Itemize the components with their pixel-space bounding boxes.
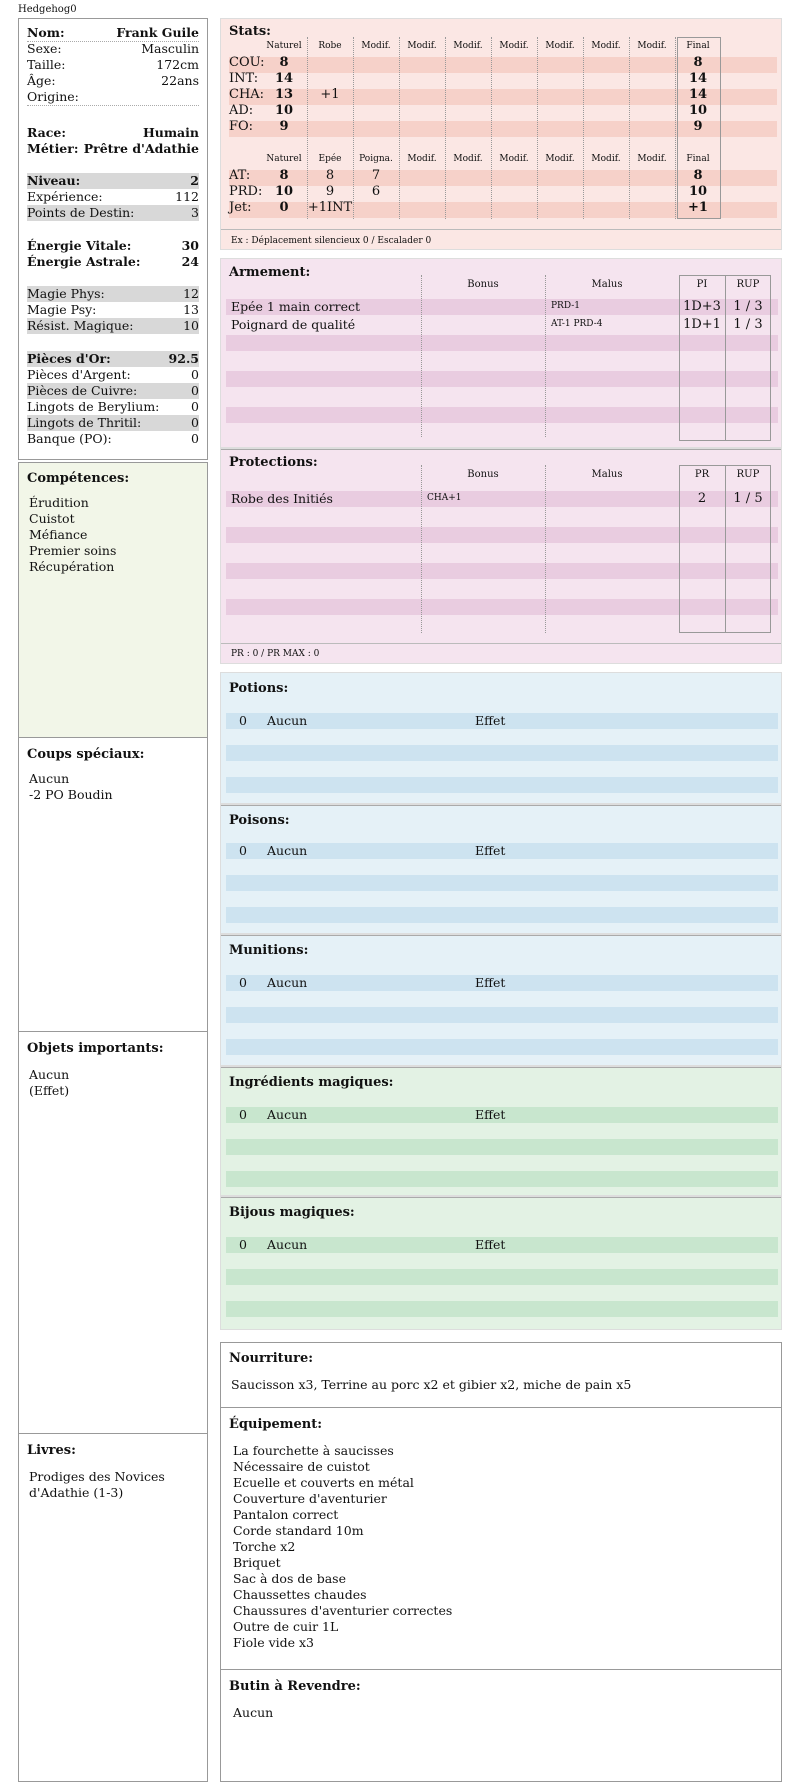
stat-naturel: 10 bbox=[274, 184, 294, 199]
protections-panel: Protections: Bonus Malus PR RUP Robe des Initiés CHA+1 2 1 / 5 PR : 0 / PR MAX : 0 bbox=[220, 448, 782, 664]
ea-row: Énergie Astrale: 24 bbox=[27, 254, 199, 269]
stats-column-header: Modif. bbox=[361, 41, 391, 51]
stats-column-header: Modif. bbox=[591, 41, 621, 51]
stats-column-header: Modif. bbox=[545, 41, 575, 51]
magie-phys-row: Magie Phys: 12 bbox=[27, 286, 199, 301]
livres-list: Prodiges des Novices d'Adathie (1-3) bbox=[29, 1469, 165, 1500]
metier-row: Métier: Prêtre d'Adathie bbox=[27, 141, 199, 156]
stat-final: 10 bbox=[688, 184, 708, 199]
name-row: Nom: Frank Guile bbox=[27, 25, 199, 40]
page-title: Hedgehog0 bbox=[18, 4, 77, 15]
item-rup: 1 / 3 bbox=[733, 317, 763, 332]
stat-label: Jet: bbox=[229, 200, 252, 215]
poisons-title: Poisons: bbox=[229, 813, 290, 828]
cuivre-row: Pièces de Cuivre: 0 bbox=[27, 383, 199, 398]
stats-column-divider bbox=[629, 37, 630, 219]
resist-row: Résist. Magique: 10 bbox=[27, 318, 199, 333]
skills-panel bbox=[18, 462, 208, 1782]
item-rup: 1 / 5 bbox=[733, 491, 763, 506]
item-rup: 1 / 3 bbox=[733, 299, 763, 314]
stat-naturel: 14 bbox=[274, 71, 294, 86]
origine-row: Origine: bbox=[27, 89, 199, 106]
stats-note: Ex : Déplacement silencieux 0 / Escalader 0 bbox=[231, 236, 432, 246]
berylium-row: Lingots de Berylium: 0 bbox=[27, 399, 199, 414]
potions-panel: Potions: 0 Aucun Effet bbox=[220, 672, 782, 804]
stat-label: PRD: bbox=[229, 184, 263, 199]
stat-label: INT: bbox=[229, 71, 259, 86]
item-value: 1D+3 bbox=[683, 299, 721, 314]
stats-column-header: Final bbox=[686, 154, 710, 164]
stats-panel bbox=[220, 18, 782, 250]
race-row: Race: Humain bbox=[27, 125, 199, 140]
butin-text: Aucun bbox=[233, 1705, 274, 1720]
stat-label: COU: bbox=[229, 55, 265, 70]
ingredients-panel: Ingrédients magiques: 0 Aucun Effet bbox=[220, 1066, 782, 1196]
poisons-panel: Poisons: 0 Aucun Effet bbox=[220, 804, 782, 934]
stats-column-header: Naturel bbox=[266, 41, 302, 51]
equipement-list: La fourchette à saucisses Nécessaire de cuistot Ecuelle et couverts en métal Couverture d'aventurier Pantalon correct Corde standard 10m Torche x2 Briquet Sac à dos de base Chaussettes chaudes Chaussures d'aventurier correctes Outre de cuir 1L Fiole vide x3 bbox=[233, 1443, 453, 1650]
potions-title: Potions: bbox=[229, 681, 289, 696]
stat-mod1: 9 bbox=[325, 184, 335, 199]
or-row: Pièces d'Or: 92.5 bbox=[27, 351, 199, 366]
stat-final: 8 bbox=[693, 168, 703, 183]
banque-row: Banque (PO): 0 bbox=[27, 431, 199, 446]
munitions-panel: Munitions: 0 Aucun Effet bbox=[220, 934, 782, 1066]
item-name: Robe des Initiés bbox=[231, 491, 333, 506]
stat-naturel: 8 bbox=[279, 168, 289, 183]
stat-label: CHA: bbox=[229, 87, 265, 102]
item-value: 1D+1 bbox=[683, 317, 721, 332]
stats-column-header: Modif. bbox=[407, 154, 437, 164]
stats-column-divider bbox=[583, 37, 584, 219]
stats-column-header: Epée bbox=[318, 154, 342, 164]
stats-column-header: Modif. bbox=[637, 41, 667, 51]
armement-panel: Armement: Bonus Malus PI RUP Epée 1 main correct PRD-1 1D+3 1 / 3 Poignard de qualité AT-1 PRD-4 1D+1 1 / 3 bbox=[220, 258, 782, 448]
stats-column-divider bbox=[537, 37, 538, 219]
protections-note: PR : 0 / PR MAX : 0 bbox=[231, 649, 320, 659]
stat-final: 10 bbox=[688, 103, 708, 118]
stats-column-header: Modif. bbox=[407, 41, 437, 51]
competences-list: Érudition Cuistot Méfiance Premier soins Récupération bbox=[29, 495, 117, 574]
stats-column-divider bbox=[445, 37, 446, 219]
stat-mod1: +1 bbox=[320, 87, 340, 102]
stats-column-header: Modif. bbox=[637, 154, 667, 164]
stat-naturel: 8 bbox=[279, 55, 289, 70]
protections-title: Protections: bbox=[229, 455, 318, 470]
stats-column-header: Modif. bbox=[453, 41, 483, 51]
thritil-row: Lingots de Thritil: 0 bbox=[27, 415, 199, 430]
stat-final: 14 bbox=[688, 87, 708, 102]
stat-naturel: 9 bbox=[279, 119, 289, 134]
armement-title: Armement: bbox=[229, 265, 311, 280]
stat-label: AD: bbox=[229, 103, 254, 118]
competences-title: Compétences: bbox=[27, 471, 130, 486]
stats-column-header: Naturel bbox=[266, 154, 302, 164]
coups-list: Aucun -2 PO Boudin bbox=[29, 771, 113, 802]
identity-panel bbox=[18, 18, 208, 460]
item-name: Epée 1 main correct bbox=[231, 299, 361, 314]
inventory-panel bbox=[220, 1342, 782, 1782]
item-malus: PRD-1 bbox=[551, 301, 580, 311]
bijoux-title: Bijous magiques: bbox=[229, 1205, 355, 1220]
item-bonus: CHA+1 bbox=[427, 493, 462, 503]
bijoux-panel: Bijous magiques: 0 Aucun Effet bbox=[220, 1196, 782, 1330]
stats-column-header: Final bbox=[686, 41, 710, 51]
experience-row: Expérience: 112 bbox=[27, 189, 199, 204]
stat-label: AT: bbox=[229, 168, 251, 183]
stat-final: 8 bbox=[693, 55, 703, 70]
stat-final: 14 bbox=[688, 71, 708, 86]
coups-title: Coups spéciaux: bbox=[27, 747, 145, 762]
stats-column-header: Modif. bbox=[453, 154, 483, 164]
age-row: Âge: 22ans bbox=[27, 73, 199, 88]
niveau-row: Niveau: 2 bbox=[27, 173, 199, 188]
stats-column-header: Modif. bbox=[545, 154, 575, 164]
objets-list: Aucun (Effet) bbox=[29, 1067, 70, 1098]
livres-title: Livres: bbox=[27, 1443, 76, 1458]
nourriture-title: Nourriture: bbox=[229, 1351, 314, 1366]
sexe-row: Sexe: Masculin bbox=[27, 41, 199, 56]
stat-final: +1 bbox=[688, 200, 708, 215]
stats-column-header: Modif. bbox=[499, 154, 529, 164]
stats-column-header: Robe bbox=[318, 41, 342, 51]
stat-mod1: +1INT bbox=[307, 200, 353, 215]
stat-mod2: 6 bbox=[371, 184, 381, 199]
ev-row: Énergie Vitale: 30 bbox=[27, 238, 199, 253]
taille-row: Taille: 172cm bbox=[27, 57, 199, 72]
competences-section bbox=[19, 463, 207, 737]
stat-naturel: 0 bbox=[279, 200, 289, 215]
stat-naturel: 13 bbox=[274, 87, 294, 102]
stats-column-header: Poigna. bbox=[359, 154, 393, 164]
destin-row: Points de Destin: 3 bbox=[27, 205, 199, 220]
stats-column-header: Modif. bbox=[591, 154, 621, 164]
stats-column-header: Modif. bbox=[499, 41, 529, 51]
stat-label: FO: bbox=[229, 119, 254, 134]
stats-column-divider bbox=[399, 37, 400, 219]
argent-row: Pièces d'Argent: 0 bbox=[27, 367, 199, 382]
equipement-title: Équipement: bbox=[229, 1417, 323, 1432]
objets-title: Objets importants: bbox=[27, 1041, 164, 1056]
stat-final: 9 bbox=[693, 119, 703, 134]
munitions-title: Munitions: bbox=[229, 943, 309, 958]
item-malus: AT-1 PRD-4 bbox=[551, 319, 603, 329]
nourriture-text: Saucisson x3, Terrine au porc x2 et gibier x2, miche de pain x5 bbox=[231, 1377, 632, 1392]
stats-title: Stats: bbox=[229, 24, 271, 39]
magie-psy-row: Magie Psy: 13 bbox=[27, 302, 199, 317]
stat-mod1: 8 bbox=[325, 168, 335, 183]
stat-naturel: 10 bbox=[274, 103, 294, 118]
stats-column-divider bbox=[491, 37, 492, 219]
stat-mod2: 7 bbox=[371, 168, 381, 183]
item-name: Poignard de qualité bbox=[231, 317, 356, 332]
butin-title: Butin à Revendre: bbox=[229, 1679, 361, 1694]
item-value: 2 bbox=[697, 491, 707, 506]
ingredients-title: Ingrédients magiques: bbox=[229, 1075, 394, 1090]
